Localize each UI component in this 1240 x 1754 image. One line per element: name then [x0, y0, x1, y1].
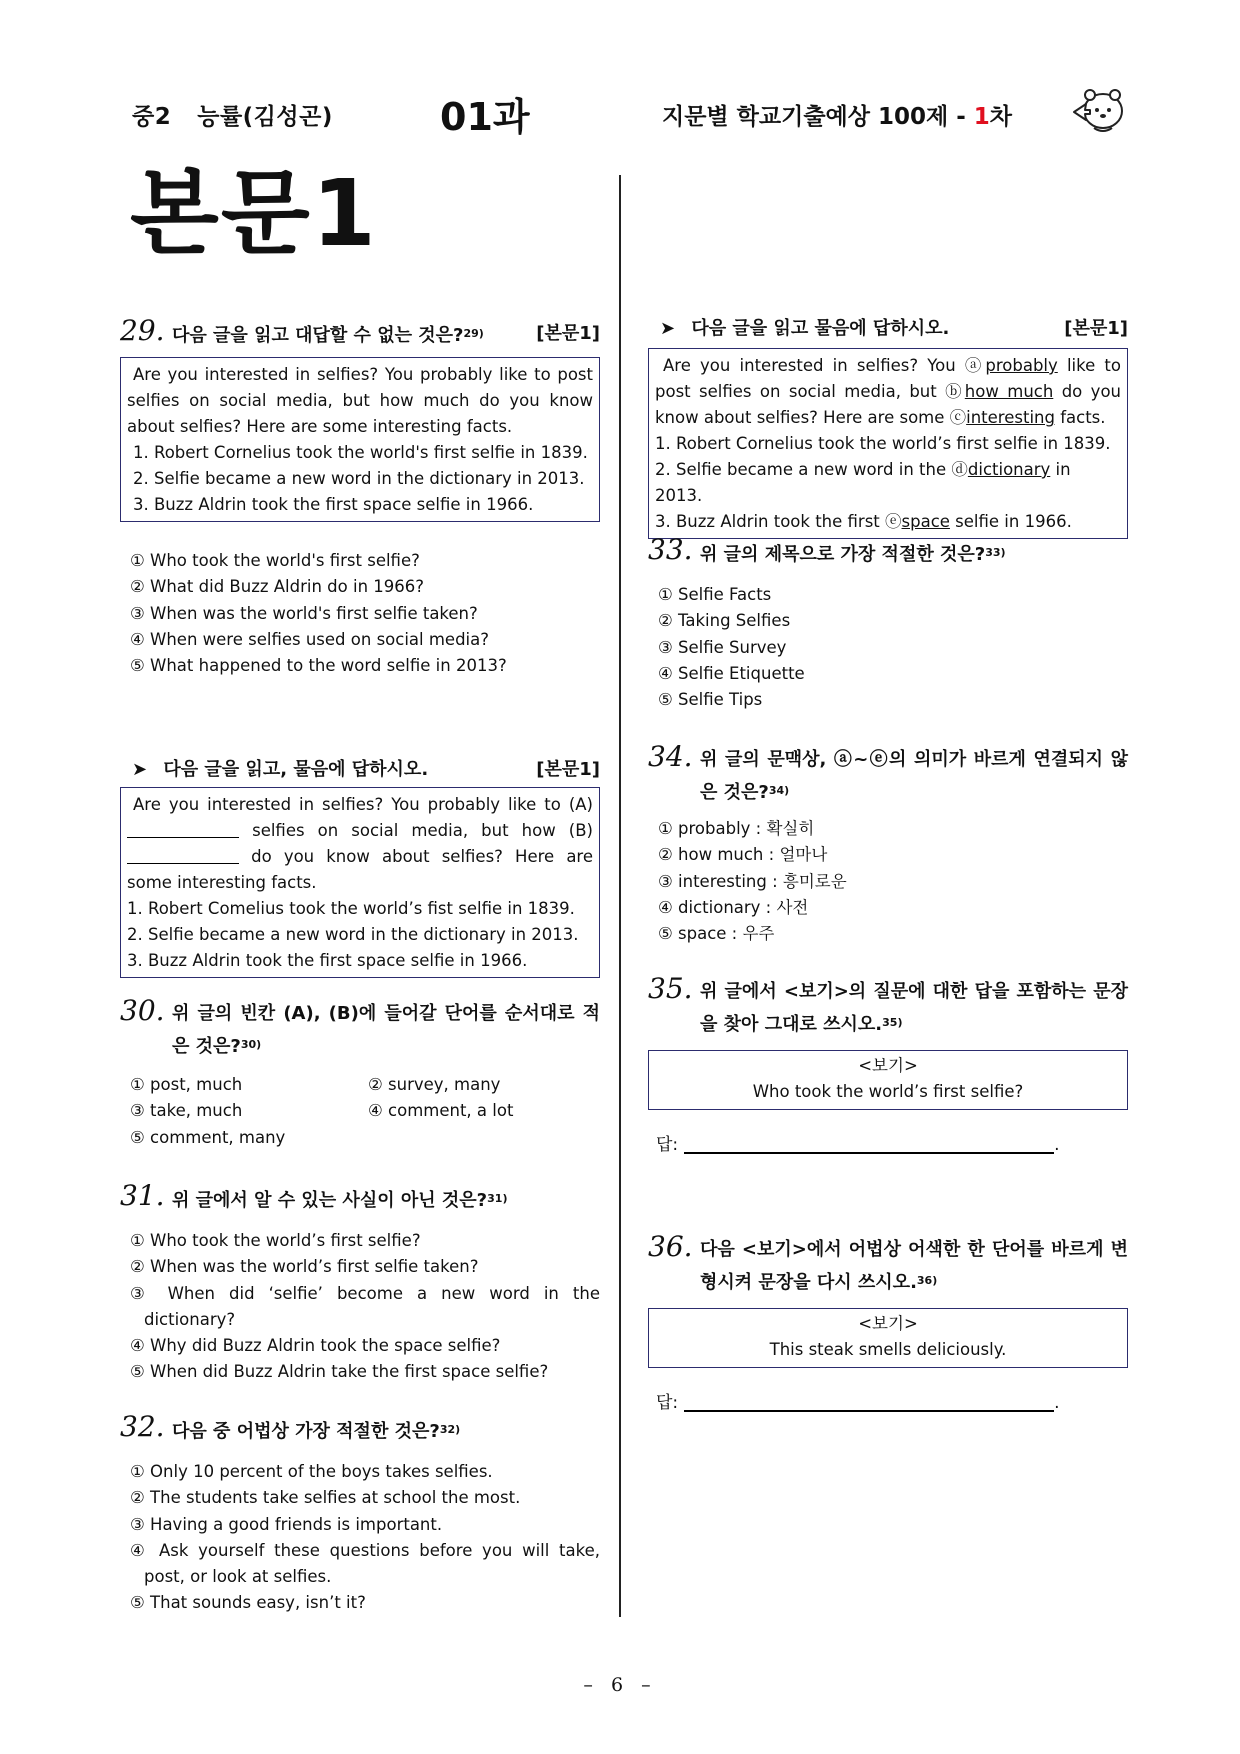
textbook-label: 능률(김성곤)	[197, 104, 333, 130]
grade-textbook	[132, 98, 333, 131]
series-title	[662, 98, 1012, 131]
mark-a: ⓐ	[964, 356, 986, 375]
underlined-word-e: space	[901, 512, 950, 531]
answer-input-line[interactable]	[684, 1392, 1054, 1412]
question-prompt: 위 글의 문맥상, ⓐ~ⓔ의 의미가 바르게 연결되지 않은 것은?	[700, 749, 1128, 803]
option-5[interactable]: ⑤ That sounds easy, isn’t it?	[130, 1593, 366, 1613]
option-1[interactable]: ① Who took the world’s first selfie?	[130, 1231, 421, 1250]
option-5[interactable]: ⑤ comment, many	[130, 1127, 286, 1147]
passage-text: facts.	[1054, 408, 1106, 427]
option-5[interactable]: ⑤ Selfie Tips	[658, 690, 763, 710]
section-title: 본문1	[130, 160, 378, 267]
passage-fact: 2. Selfie became a new word in the dictionary in 2013.	[133, 469, 585, 488]
source-tag: [본문1]	[1064, 318, 1128, 339]
footnote-ref: 36)	[916, 1274, 938, 1287]
option-2[interactable]: ② how much : 얼마나	[658, 845, 828, 865]
option-2[interactable]: ② The students take selfies at school the most.	[130, 1488, 521, 1508]
passage-text: Are you interested in selfies? You probably like to	[133, 795, 561, 814]
passage-set-3	[648, 314, 1128, 539]
example-box	[648, 1308, 1128, 1368]
question-35-header	[648, 972, 1128, 1040]
passage-text: do you know about selfies? Here are some interesting facts.	[127, 847, 593, 892]
passage-fact: 3. Buzz Aldrin took the first space selfie in 1966.	[133, 495, 534, 514]
passage-text: Are you interested in selfies? You	[663, 356, 965, 375]
blank-b-label: (B)	[568, 821, 593, 840]
answer-end: .	[1054, 1393, 1060, 1413]
answer-options	[120, 1072, 600, 1151]
footnote-ref: 33)	[985, 546, 1006, 559]
mark-b: ⓑ	[945, 382, 965, 401]
passage-body	[655, 353, 1121, 431]
answer-row	[648, 1388, 1128, 1418]
answer-options	[648, 582, 1128, 713]
answer-label: 답:	[656, 1393, 679, 1413]
question-31-header	[120, 1179, 600, 1216]
mascot-logo-icon	[1070, 84, 1126, 136]
answer-options	[120, 1228, 600, 1386]
option-3[interactable]: ③ interesting : 흥미로운	[658, 871, 847, 891]
question-30-header	[120, 994, 600, 1062]
set-instruction	[648, 314, 1128, 344]
source-tag: [본문1]	[536, 323, 600, 344]
page-header	[0, 0, 1240, 150]
question-prompt: 위 글에서 알 수 있는 사실이 아닌 것은?	[172, 1190, 488, 1211]
question-number: 33.	[648, 533, 693, 566]
passage-text: in 2013.	[655, 460, 1071, 505]
option-1[interactable]: ① Selfie Facts	[658, 585, 772, 604]
question-35	[648, 972, 1128, 1160]
passage-fact: 1. Robert Cornelius took the world’s first selfie in 1839.	[655, 434, 1111, 453]
mark-e: ⓔ	[885, 512, 902, 531]
underlined-word-a: probably	[985, 356, 1058, 375]
option-5[interactable]: ⑤ When did Buzz Aldrin take the first space selfie?	[130, 1362, 549, 1382]
question-number: 36.	[648, 1230, 693, 1263]
question-34	[648, 740, 1128, 947]
question-number: 29.	[120, 314, 165, 347]
question-34-header	[648, 740, 1128, 808]
answer-options	[120, 1459, 600, 1617]
mark-c: ⓒ	[949, 408, 967, 427]
question-prompt: 다음 <보기>에서 어법상 어색한 한 단어를 바르게 변형시켜 문장을 다시 쓰시오.	[700, 1239, 1128, 1293]
footnote-ref: 32)	[439, 1423, 461, 1436]
question-31	[120, 1179, 600, 1386]
passage-text: selfie in 1966.	[949, 512, 1072, 531]
option-2[interactable]: ② survey, many	[368, 1075, 501, 1094]
option-4[interactable]: ④ comment, a lot	[368, 1101, 514, 1121]
example-box	[648, 1050, 1128, 1110]
option-1[interactable]: ① post, much	[130, 1075, 243, 1094]
option-4[interactable]: ④ dictionary : 사전	[658, 897, 809, 917]
answer-options	[648, 816, 1128, 947]
question-prompt: 다음 글을 읽고 대답할 수 없는 것은?	[172, 325, 464, 346]
option-2[interactable]: ② What did Buzz Aldrin do in 1966?	[130, 577, 425, 597]
passage-text: selfies on social media, but how	[252, 821, 556, 840]
answer-options	[120, 548, 600, 679]
footnote-ref: 30)	[240, 1038, 262, 1051]
example-text: Who took the world’s first selfie?	[752, 1082, 1024, 1101]
question-32-header	[120, 1410, 600, 1447]
question-prompt: 위 글의 제목으로 가장 적절한 것은?	[700, 544, 986, 565]
instruction-text: 다음 글을 읽고 물음에 답하시오.	[691, 318, 950, 339]
grade-label: 중2	[132, 104, 172, 130]
question-number: 31.	[120, 1179, 165, 1212]
question-number: 30.	[120, 994, 165, 1027]
example-text: This steak smells deliciously.	[769, 1340, 1007, 1359]
question-33	[648, 533, 1128, 713]
passage-text: 3. Buzz Aldrin took the first	[655, 512, 886, 531]
option-4[interactable]: ④ Selfie Etiquette	[658, 663, 805, 683]
passage-text: do you know about selfies? Here are some	[655, 382, 1121, 427]
option-1[interactable]: ① probably : 확실히	[658, 819, 815, 838]
blank-b[interactable]	[127, 846, 239, 864]
question-number: 34.	[648, 740, 693, 773]
question-prompt: 위 글에서 <보기>의 질문에 대한 답을 포함하는 문장을 찾아 그대로 쓰시오.	[700, 981, 1128, 1035]
passage-text: like to post selfies on social media, but	[655, 356, 1122, 401]
option-5[interactable]: ⑤ space : 우주	[658, 924, 775, 944]
question-prompt: 위 글의 빈칸 (A), (B)에 들어갈 단어를 순서대로 적은 것은?	[172, 1003, 600, 1057]
option-3[interactable]: ③ take, much	[130, 1101, 243, 1121]
lesson-label: 01과	[440, 95, 530, 139]
answer-input-line[interactable]	[684, 1134, 1054, 1154]
underlined-word-b: how much	[964, 382, 1054, 401]
blank-a-label: (A)	[568, 795, 593, 814]
question-number: 35.	[648, 972, 693, 1005]
footnote-ref: 31)	[487, 1192, 508, 1205]
passage-fact	[655, 509, 1121, 535]
passage-set-2	[120, 755, 600, 978]
set-instruction	[120, 755, 600, 785]
source-tag: [본문1]	[536, 759, 600, 780]
arrow-icon: ➤	[132, 759, 148, 780]
underlined-word-c: interesting	[966, 408, 1055, 427]
answer-row	[648, 1130, 1128, 1160]
question-33-header	[648, 533, 1128, 570]
question-number: 32.	[120, 1410, 165, 1443]
option-3[interactable]: ③ When was the world's first selfie taken?	[130, 603, 478, 623]
option-1[interactable]: ① Who took the world's first selfie?	[130, 551, 420, 570]
passage-fact: 2. Selfie became a new word in the dictionary in 2013.	[127, 925, 579, 944]
footnote-ref: 35)	[882, 1016, 903, 1029]
option-5[interactable]: ⑤ What happened to the word selfie in 2013?	[130, 656, 507, 676]
example-label: <보기>	[858, 1056, 918, 1075]
column-divider	[619, 175, 621, 1617]
footnote-ref: 29)	[463, 327, 484, 340]
option-3[interactable]: ③ When did ‘selfie’ become a new word in the dictionary?	[130, 1283, 600, 1329]
option-2[interactable]: ② Taking Selfies	[658, 611, 791, 631]
option-3[interactable]: ③ Selfie Survey	[658, 637, 787, 657]
mark-d: ⓓ	[951, 460, 968, 479]
option-4[interactable]: ④ Why did Buzz Aldrin took the space selfie?	[130, 1336, 501, 1356]
answer-label: 답:	[656, 1135, 679, 1155]
question-32	[120, 1410, 600, 1617]
example-label: <보기>	[858, 1314, 918, 1333]
question-36	[648, 1230, 1128, 1418]
passage-text: 2. Selfie became a new word in the	[655, 460, 952, 479]
passage-intro: Are you interested in selfies? You probably like to post selfies on social media, but how much do you know about selfies? Here are some interesting facts.	[127, 365, 593, 436]
round-suffix: 차	[989, 104, 1012, 130]
passage-fact: 1. Robert Comelius took the world’s fist selfie in 1839.	[127, 899, 575, 918]
option-3[interactable]: ③ Having a good friends is important.	[130, 1514, 443, 1534]
passage-fact: 3. Buzz Aldrin took the first space selfie in 1966.	[127, 951, 528, 970]
option-4[interactable]: ④ Ask yourself these questions before you will take, post, or look at selfies.	[130, 1540, 600, 1587]
question-29-header	[120, 314, 600, 351]
passage-body	[127, 792, 593, 896]
passage-box	[648, 348, 1128, 539]
passage-box	[120, 787, 600, 978]
round-number: 1	[973, 104, 990, 130]
question-prompt: 다음 중 어법상 가장 적절한 것은?	[172, 1421, 440, 1442]
question-29	[120, 314, 600, 679]
underlined-word-d: dictionary	[967, 460, 1051, 479]
footnote-ref: 34)	[768, 784, 790, 797]
arrow-icon: ➤	[660, 318, 676, 339]
option-4[interactable]: ④ When were selfies used on social media?	[130, 629, 490, 649]
instruction-text: 다음 글을 읽고, 물음에 답하시오.	[163, 759, 429, 780]
series-prefix: 지문별 학교기출예상 100제 -	[662, 104, 974, 130]
passage-fact	[655, 457, 1121, 509]
passage-fact: 1. Robert Cornelius took the world's first selfie in 1839.	[133, 443, 588, 462]
option-2[interactable]: ② When was the world’s first selfie taken?	[130, 1257, 479, 1277]
option-1[interactable]: ① Only 10 percent of the boys takes selfies.	[130, 1462, 493, 1481]
question-30	[120, 994, 600, 1151]
answer-end: .	[1054, 1135, 1060, 1155]
page-number: – 6 –	[583, 1674, 657, 1696]
passage-box	[120, 357, 600, 522]
question-36-header	[648, 1230, 1128, 1298]
blank-a[interactable]	[127, 820, 239, 838]
